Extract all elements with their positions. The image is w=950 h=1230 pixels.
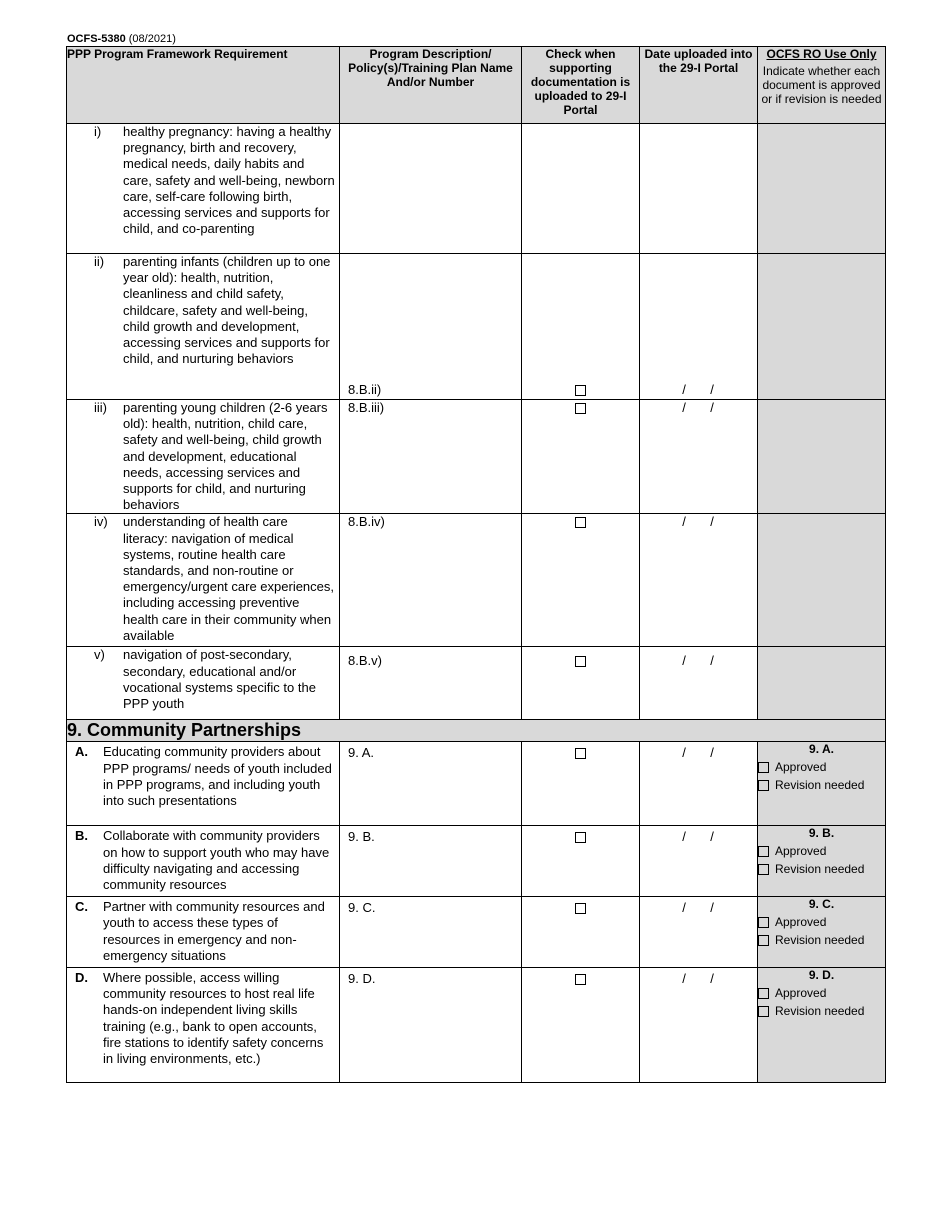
sub-item-description <box>340 124 522 254</box>
check-cell <box>522 254 640 400</box>
reference-label: 8.B.v) <box>348 653 382 669</box>
sub-item-number: iv) <box>94 514 108 530</box>
header-ro: OCFS RO Use Only Indicate whether each document is approved or if revision is needed <box>758 47 886 124</box>
item-letter: A. <box>75 744 88 760</box>
item-letter: B. <box>75 828 88 844</box>
upload-checkbox[interactable] <box>575 903 586 914</box>
sub-item-row <box>67 514 886 647</box>
ro-item-label: 9. D. <box>808 968 835 983</box>
community-item-requirement <box>67 968 340 1083</box>
approved-option[interactable]: Approved <box>758 758 885 776</box>
check-cell <box>522 647 640 720</box>
date-cell <box>640 254 758 400</box>
community-item-description <box>340 826 522 897</box>
sub-item-text: understanding of health care literacy: navigation of medical systems, routine health care standards, and non-routine or emergency/urgent care experiences, including accessing preventive health care in their community when available <box>123 514 335 643</box>
reference-label: 8.B.iii) <box>348 400 385 415</box>
date-cell <box>640 400 758 514</box>
sub-item-requirement <box>67 647 340 720</box>
sub-item-text: parenting infants (children up to one year old): health, nutrition, cleanliness and child safety, childcare, safety and well-being, child growth and development, accessing services and supports for child, and nurturing behaviors <box>123 254 331 367</box>
approved-option[interactable]: Approved <box>758 913 885 931</box>
approved-option[interactable]: Approved <box>758 842 885 860</box>
upload-checkbox[interactable] <box>575 403 586 414</box>
community-item-description <box>340 897 522 968</box>
sub-item-row <box>67 647 886 720</box>
upload-checkbox[interactable] <box>575 832 586 843</box>
approved-option[interactable]: Approved <box>758 984 885 1002</box>
revision-checkbox[interactable] <box>758 1006 769 1017</box>
revision-option[interactable]: Revision needed <box>758 776 885 794</box>
upload-checkbox[interactable] <box>575 385 586 396</box>
sub-item-number: iii) <box>94 400 107 415</box>
upload-checkbox[interactable] <box>575 656 586 667</box>
sub-item-description <box>340 254 522 400</box>
item-text: Educating community providers about PPP programs/ needs of youth included in PPP programs, and including youth into such presentations <box>103 744 332 809</box>
date-cell <box>640 742 758 826</box>
check-cell <box>522 897 640 968</box>
ro-item-label: 9. B. <box>808 826 835 841</box>
ro-review-cell <box>758 826 886 897</box>
approved-checkbox[interactable] <box>758 762 769 773</box>
check-cell <box>522 400 640 514</box>
sub-item-row <box>67 124 886 254</box>
community-item-description <box>340 742 522 826</box>
sub-item-row <box>67 254 886 400</box>
revision-checkbox[interactable] <box>758 780 769 791</box>
sub-item-description <box>340 400 522 514</box>
reference-label: 8.B.iv) <box>348 514 385 530</box>
ro-item-label: 9. A. <box>809 742 834 757</box>
sub-item-description <box>340 647 522 720</box>
date-field[interactable]: / / <box>682 514 715 530</box>
item-text: Where possible, access willing community resources to host real life hands-on independent living skills training (e.g., bank to open accounts, fire stations to identify safety concerns in living environments, etc.) <box>103 970 324 1067</box>
community-item-description <box>340 968 522 1083</box>
date-cell <box>640 826 758 897</box>
revision-checkbox[interactable] <box>758 935 769 946</box>
sub-item-text: navigation of post-secondary, secondary, educational and/or vocational systems specific to the PPP youth <box>123 647 316 712</box>
date-cell <box>640 514 758 647</box>
date-cell <box>640 897 758 968</box>
revision-checkbox[interactable] <box>758 864 769 875</box>
approved-checkbox[interactable] <box>758 917 769 928</box>
header-requirement: PPP Program Framework Requirement <box>67 47 340 124</box>
check-cell <box>522 826 640 897</box>
date-field[interactable]: / / <box>682 400 715 415</box>
sub-item-number: i) <box>94 124 102 139</box>
sub-item-requirement <box>67 514 340 647</box>
ro-cell-empty <box>758 254 886 400</box>
community-item-requirement <box>67 897 340 968</box>
date-field[interactable]: / / <box>682 971 715 987</box>
header-check: Check when supporting documentation is uploaded to 29-I Portal <box>522 47 640 124</box>
sub-item-number: v) <box>94 647 105 663</box>
check-cell <box>522 968 640 1083</box>
sub-item-text: parenting young children (2-6 years old): health, nutrition, child care, safety and well-being, child growth and development, educational needs, accessing services and supports for child, and nurturing behaviors <box>123 400 328 513</box>
header-date: Date uploaded into the 29-I Portal <box>640 47 758 124</box>
ro-review-cell <box>758 968 886 1083</box>
community-item-row <box>67 742 886 826</box>
sub-item-requirement <box>67 254 340 400</box>
check-cell <box>522 124 640 254</box>
date-field[interactable]: / / <box>682 653 715 669</box>
date-field[interactable]: / / <box>682 382 715 397</box>
approved-checkbox[interactable] <box>758 988 769 999</box>
check-cell <box>522 514 640 647</box>
date-cell <box>640 124 758 254</box>
date-field[interactable]: / / <box>682 900 715 916</box>
reference-label: 9. B. <box>348 829 375 845</box>
item-letter: D. <box>75 970 88 986</box>
reference-label: 9. A. <box>348 745 375 761</box>
approved-checkbox[interactable] <box>758 846 769 857</box>
community-item-requirement <box>67 742 340 826</box>
reference-label: 8.B.ii) <box>348 382 382 397</box>
section-9-header: 9. Community Partnerships <box>67 720 886 742</box>
sub-item-requirement <box>67 400 340 514</box>
ro-cell-empty <box>758 647 886 720</box>
revision-option[interactable]: Revision needed <box>758 931 885 949</box>
ro-cell-empty <box>758 514 886 647</box>
date-field[interactable]: / / <box>682 745 715 761</box>
ro-item-label: 9. C. <box>808 897 835 912</box>
reference-label: 9. C. <box>348 900 376 916</box>
community-item-row <box>67 968 886 1083</box>
sub-item-row <box>67 400 886 514</box>
check-cell <box>522 742 640 826</box>
sub-item-description <box>340 514 522 647</box>
date-field[interactable]: / / <box>682 829 715 845</box>
community-item-requirement <box>67 826 340 897</box>
ro-cell-empty <box>758 400 886 514</box>
revision-option[interactable]: Revision needed <box>758 860 885 878</box>
header-row <box>67 47 886 124</box>
item-letter: C. <box>75 899 88 915</box>
upload-checkbox[interactable] <box>575 974 586 985</box>
requirements-table <box>66 46 886 1083</box>
item-text: Partner with community resources and youth to access these types of resources in emergency and non-emergency situations <box>103 899 325 963</box>
revision-option[interactable]: Revision needed <box>758 1002 885 1020</box>
date-cell <box>640 968 758 1083</box>
item-text: Collaborate with community providers on how to support youth who may have difficulty navigating and accessing community resources <box>103 828 330 893</box>
community-item-row <box>67 897 886 968</box>
ro-review-cell <box>758 897 886 968</box>
date-cell <box>640 647 758 720</box>
reference-label: 9. D. <box>348 971 376 987</box>
upload-checkbox[interactable] <box>575 517 586 528</box>
ro-cell-empty <box>758 124 886 254</box>
sub-item-text: healthy pregnancy: having a healthy pregnancy, birth and recovery, medical needs, daily habits and care, safety and well-being, newborn care, self-care following birth, accessing services and supports for child, and co-parenting <box>123 124 335 237</box>
sub-item-number: ii) <box>94 254 105 269</box>
form-id: OCFS-5380 (08/2021) <box>67 33 176 45</box>
sub-item-requirement <box>67 124 340 254</box>
ro-review-cell <box>758 742 886 826</box>
header-description: Program Description/ Policy(s)/Training Plan Name And/or Number <box>340 47 522 124</box>
upload-checkbox[interactable] <box>575 748 586 759</box>
community-item-row <box>67 826 886 897</box>
